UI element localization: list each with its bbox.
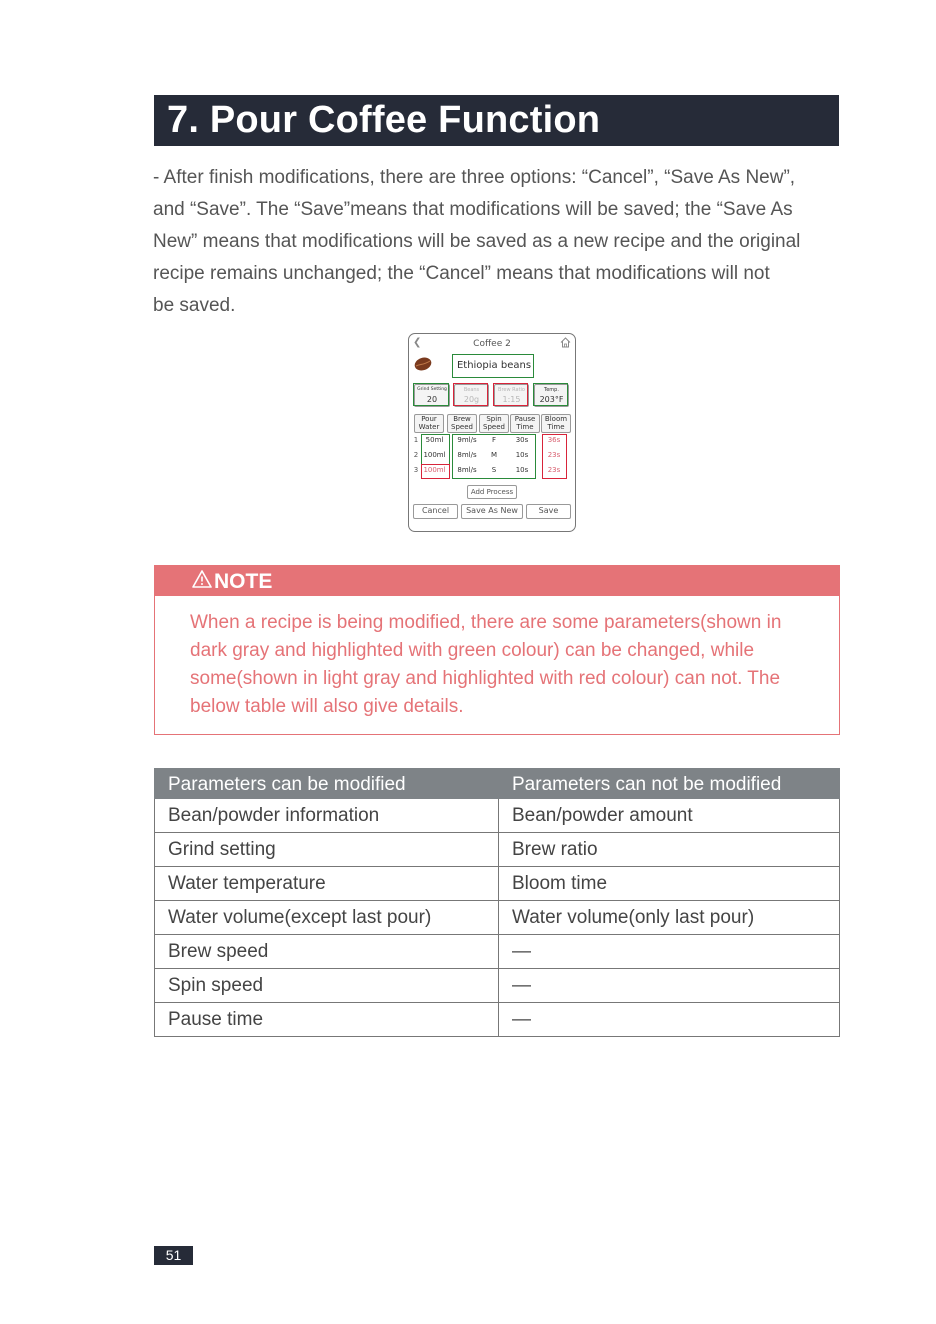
note-title: NOTE: [214, 570, 273, 593]
save-as-new-button[interactable]: Save As New: [461, 504, 523, 519]
col-bloom-time-label: Bloom Time: [544, 415, 568, 431]
beans-label: Beans: [463, 387, 480, 393]
table-row: [155, 1003, 840, 1037]
temp-label: Temp.: [544, 387, 559, 393]
table-cell: Bloom time: [499, 867, 840, 901]
page-number: 51: [154, 1246, 193, 1265]
table-cell: Brew ratio: [499, 833, 840, 867]
table-cell: Bean/powder amount: [499, 799, 840, 833]
coffee-bean-icon: [414, 357, 432, 371]
table-row: [155, 867, 840, 901]
back-arrow-icon: ❮: [413, 337, 422, 348]
col-brew-speed-label: Brew Speed: [451, 415, 473, 431]
note-box: [154, 565, 840, 735]
beans-value: 20g: [463, 395, 480, 404]
table-cell: Spin speed: [155, 969, 499, 1003]
table-row: [155, 901, 840, 935]
recipe-edit-screen-illustration: ❮ Coffee 2 Ethiopia beans Grind Setting 20 Beans 20g Brew Ratio 1:15 Temp. 203°F Pour Water Brew Speed Spin Speed Pause Time Bloom Time 1 50ml 9ml/s F 30s 36s 2 100ml 8ml/s M 10s 23s 3 100ml 8ml/s S 10s 23s Add Process Cancel Save As New Save: [408, 333, 576, 532]
table-row: [155, 833, 840, 867]
intro-paragraph: [153, 162, 853, 322]
intro-line: be saved.: [153, 295, 236, 316]
table-cell: Water temperature: [155, 867, 499, 901]
grind-setting-label: Grind Setting: [417, 387, 447, 392]
table-row: [155, 969, 840, 1003]
section-title: 7. Pour Coffee Function: [167, 99, 601, 141]
cancel-button[interactable]: Cancel: [413, 504, 458, 519]
bean-name: Ethiopia beans: [456, 360, 532, 371]
warning-icon: [192, 569, 212, 589]
table-cell: Water volume(only last pour): [499, 901, 840, 935]
note-body: [190, 609, 830, 721]
note-header: [155, 566, 839, 596]
col-pause-time-label: Pause Time: [514, 415, 536, 431]
intro-line: New” means that modifications will be saved as a new recipe and the original: [153, 231, 801, 252]
table-cell: Bean/powder information: [155, 799, 499, 833]
section-heading-bar: [154, 95, 839, 146]
table-cell: Brew speed: [155, 935, 499, 969]
table-header-row: [155, 769, 840, 799]
brew-ratio-value: 1:15: [502, 395, 521, 404]
table-cell: —: [499, 935, 840, 969]
home-icon: [560, 337, 571, 348]
parameters-table: [154, 768, 840, 1037]
col-spin-speed-label: Spin Speed: [483, 415, 505, 431]
table-cell: Pause time: [155, 1003, 499, 1037]
screen-title: Coffee 2: [473, 339, 511, 349]
note-line: When a recipe is being modified, there are some parameters(shown in: [190, 612, 782, 633]
table-row: [155, 935, 840, 969]
table-cell: —: [499, 969, 840, 1003]
intro-line: - After finish modifications, there are three options: “Cancel”, “Save As New”,: [153, 167, 796, 188]
header-not-modifiable: Parameters can not be modified: [499, 769, 840, 799]
table-cell: Grind setting: [155, 833, 499, 867]
grind-setting-value: 20: [426, 395, 438, 404]
brew-ratio-label: Brew Ratio: [498, 387, 525, 393]
intro-line: and “Save”. The “Save”means that modifications will be saved; the “Save As: [153, 199, 793, 220]
add-process-button[interactable]: Add Process: [467, 485, 517, 499]
save-button[interactable]: Save: [526, 504, 571, 519]
note-line: some(shown in light gray and highlighted with red colour) can not. The: [190, 668, 781, 689]
note-line: dark gray and highlighted with green colour) can be changed, while: [190, 640, 755, 661]
col-pour-water-label: Pour Water: [418, 415, 440, 431]
intro-line: recipe remains unchanged; the “Cancel” means that modifications will not: [153, 263, 770, 284]
table-cell: Water volume(except last pour): [155, 901, 499, 935]
note-line: below table will also give details.: [190, 696, 464, 717]
temp-value: 203°F: [539, 395, 564, 404]
header-modifiable: Parameters can be modified: [155, 769, 499, 799]
table-cell: —: [499, 1003, 840, 1037]
table-row: [155, 799, 840, 833]
